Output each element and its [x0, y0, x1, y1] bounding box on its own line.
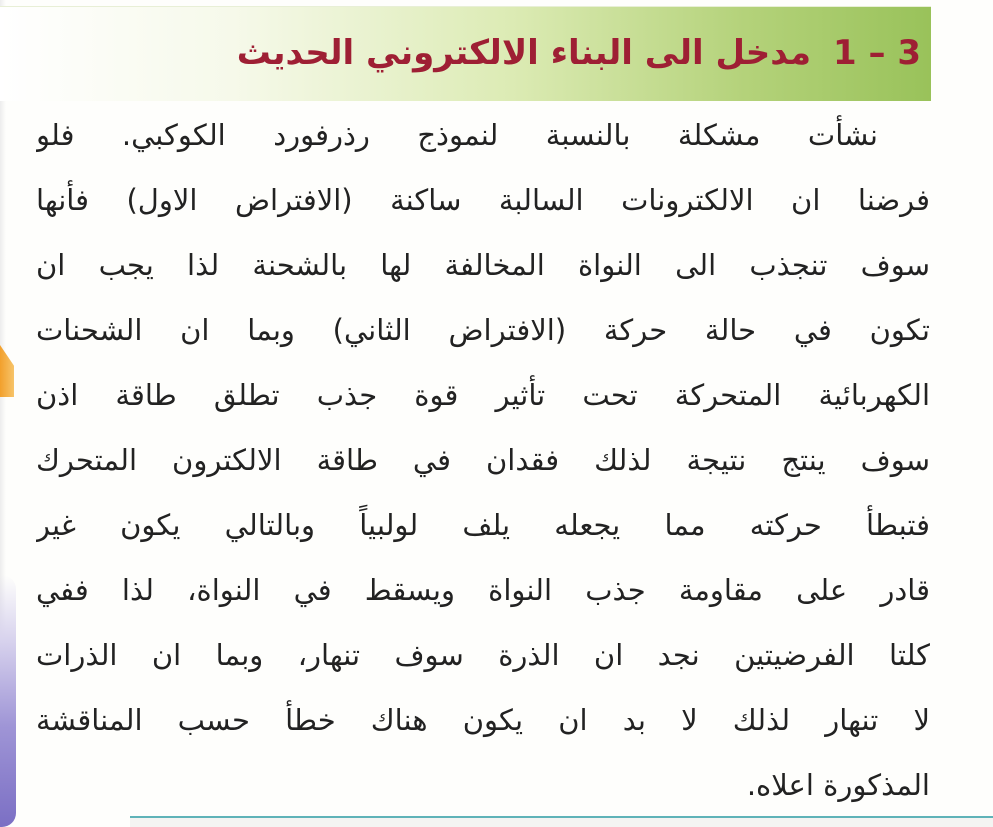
violet-page-edge — [0, 575, 16, 827]
section-title: مدخل الى البناء الالكتروني الحديث — [236, 33, 811, 73]
paragraph-line: لا تنهار لذلك لا بد ان يكون هناك خطأ حسب المناقشة — [36, 703, 930, 737]
section-heading — [237, 27, 921, 79]
paragraph-line: فرضنا ان الالكترونات السالبة ساكنة (الافتراض الاول) فأنها — [36, 183, 930, 217]
next-section-cutoff — [130, 816, 993, 827]
paragraph-line: نشأت مشكلة بالنسبة لنموذج رذرفورد الكوكبي. فلو — [36, 118, 878, 152]
paragraph-line: كلتا الفرضيتين نجد ان الذرة سوف تنهار، وبما ان الذرات — [36, 638, 930, 672]
body-paragraph — [36, 103, 930, 818]
paragraph-line: تكون في حالة حركة (الافتراض الثاني) وبما ان الشحنات — [36, 313, 930, 347]
section-number: 1 – 3 — [833, 33, 921, 73]
paragraph-line: الكهربائية المتحركة تحت تأثير قوة جذب تطلق طاقة اذن — [36, 378, 930, 412]
paragraph-line: سوف تنجذب الى النواة المخالفة لها بالشحنة لذا يجب ان — [36, 248, 930, 282]
paragraph-line: سوف ينتج نتيجة لذلك فقدان في طاقة الالكترون المتحرك — [36, 443, 930, 477]
paragraph-line: فتبطأ حركته مما يجعله يلف لولبياً وبالتالي يكون غير — [36, 508, 930, 542]
paragraph-line: المذكورة اعلاه. — [746, 768, 930, 802]
paragraph-line: قادر على مقاومة جذب النواة ويسقط في النواة، لذا ففي — [36, 573, 930, 607]
orange-page-tab — [0, 345, 14, 397]
